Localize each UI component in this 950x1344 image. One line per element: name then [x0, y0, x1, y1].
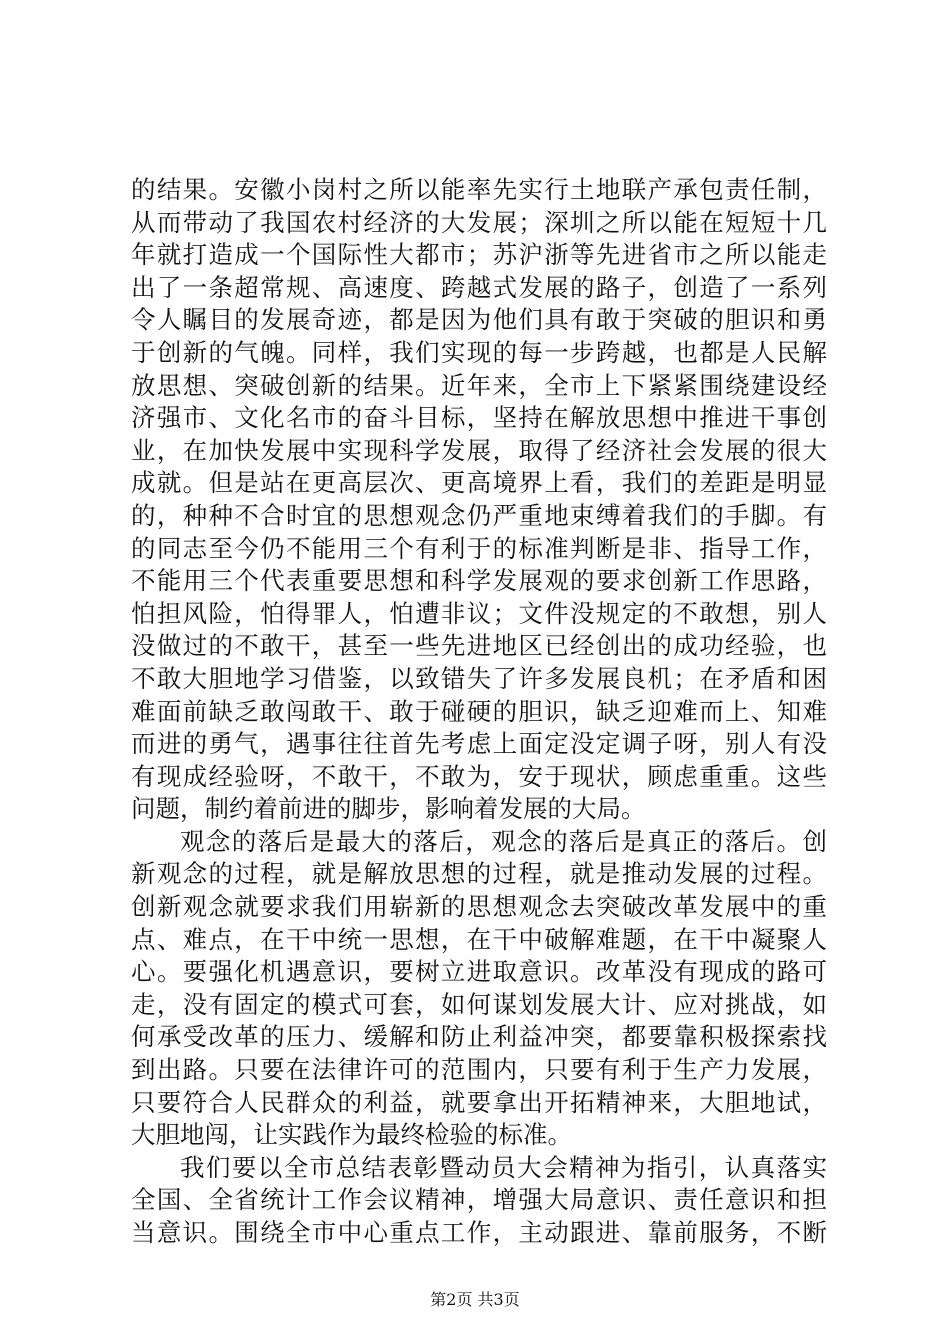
text-line: 没做过的不敢干，甚至一些先进地区已经创出的成功经验，也 — [131, 631, 827, 661]
text-line: 到出路。只要在法律许可的范围内，只要有利于生产力发展， — [131, 1055, 827, 1085]
text-line: 心。要强化机遇意识，要树立进取意识。改革没有现成的路可 — [131, 957, 827, 987]
text-line: 怕担风险，怕得罪人，怕遭非议；文件没规定的不敢想，别人 — [131, 598, 827, 628]
text-line: 当意识。围绕全市中心重点工作，主动跟进、靠前服务，不断 — [131, 1218, 827, 1247]
text-line: 大胆地闯，让实践作为最终检验的标准。 — [131, 1120, 572, 1150]
text-line: 何承受改革的压力、缓解和防止利益冲突，都要靠积极探索找 — [131, 1022, 827, 1052]
text-line: 于创新的气魄。同样，我们实现的每一步跨越，也都是人民解 — [131, 337, 827, 367]
text-line: 不敢大胆地学习借鉴，以致错失了许多发展良机；在矛盾和困 — [131, 663, 827, 693]
text-line: 出了一条超常规、高速度、跨越式发展的路子，创造了一系列 — [131, 272, 827, 302]
text-line: 观念的落后是最大的落后，观念的落后是真正的落后。创 — [180, 826, 827, 856]
text-line: 放思想、突破创新的结果。近年来，全市上下紧紧围绕建设经 — [131, 370, 827, 400]
text-line: 令人瞩目的发展奇迹，都是因为他们具有敢于突破的胆识和勇 — [131, 305, 827, 335]
text-line: 年就打造成一个国际性大都市；苏沪浙等先进省市之所以能走 — [131, 240, 827, 270]
text-line: 只要符合人民群众的利益，就要拿出开拓精神来，大胆地试， — [131, 1087, 827, 1117]
page-footer: 第2页 共3页 — [430, 1290, 520, 1309]
paragraph — [131, 174, 827, 826]
text-line: 不能用三个代表重要思想和科学发展观的要求创新工作思路， — [131, 566, 827, 596]
text-line: 成就。但是站在更高层次、更高境界上看，我们的差距是明显 — [131, 468, 827, 498]
paragraph — [131, 826, 827, 1152]
text-line: 问题，制约着前进的脚步，影响着发展的大局。 — [131, 794, 646, 824]
text-line: 的，种种不合时宜的思想观念仍严重地束缚着我们的手脚。有 — [131, 500, 827, 530]
text-line: 从而带动了我国农村经济的大发展；深圳之所以能在短短十几 — [131, 207, 827, 237]
text-line: 而进的勇气，遇事往往首先考虑上面定没定调子呀，别人有没 — [131, 729, 827, 759]
text-line: 济强市、文化名市的奋斗目标，坚持在解放思想中推进干事创 — [131, 403, 827, 433]
text-line: 走，没有固定的模式可套，如何谋划发展大计、应对挑战，如 — [131, 989, 827, 1019]
text-line: 业，在加快发展中实现科学发展，取得了经济社会发展的很大 — [131, 435, 827, 465]
text-line: 有现成经验呀，不敢干，不敢为，安于现状，顾虑重重。这些 — [131, 761, 827, 791]
paragraph — [131, 1152, 827, 1250]
text-line: 新观念的过程，就是解放思想的过程，就是推动发展的过程。 — [131, 859, 827, 889]
text-line: 难面前缺乏敢闯敢干、敢于碰硬的胆识，缺乏迎难而上、知难 — [131, 696, 827, 726]
document-body — [131, 174, 827, 1250]
text-line: 的同志至今仍不能用三个有利于的标准判断是非、指导工作， — [131, 533, 827, 563]
text-line: 全国、全省统计工作会议精神，增强大局意识、责任意识和担 — [131, 1185, 827, 1215]
text-line: 创新观念就要求我们用崭新的思想观念去突破改革发展中的重 — [131, 892, 827, 922]
text-line: 的结果。安徽小岗村之所以能率先实行土地联产承包责任制， — [131, 175, 827, 204]
text-line: 我们要以全市总结表彰暨动员大会精神为指引，认真落实 — [180, 1152, 827, 1182]
text-line: 点、难点，在干中统一思想，在干中破解难题，在干中凝聚人 — [131, 924, 827, 954]
